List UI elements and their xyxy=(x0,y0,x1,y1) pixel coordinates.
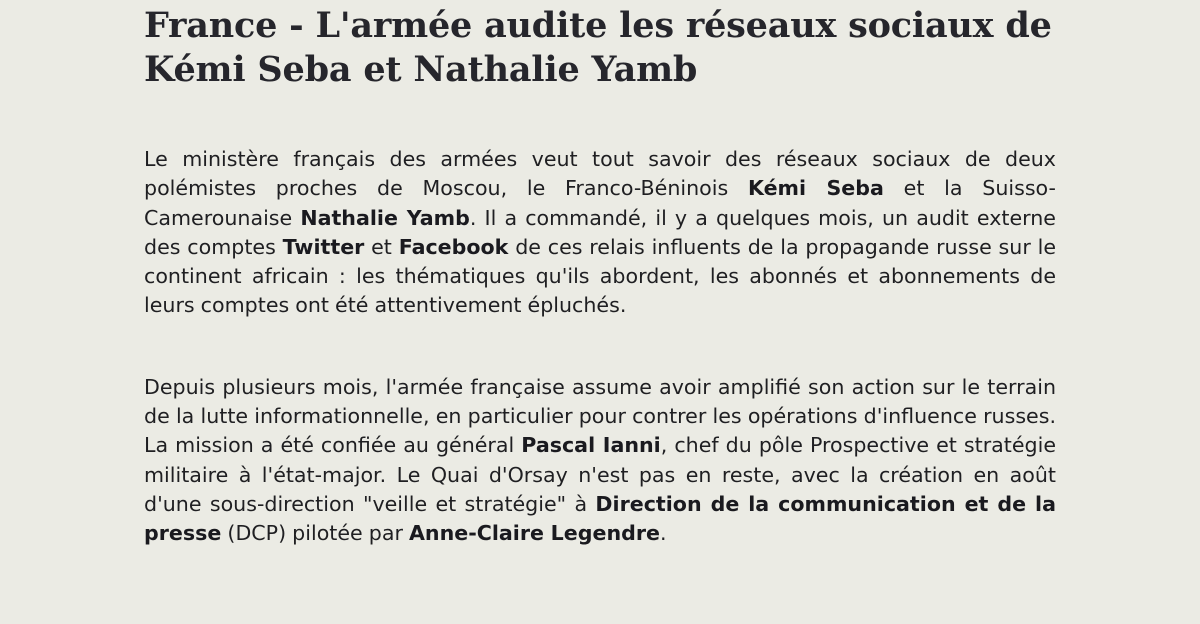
organization-name-dcp: Direction de la communication et de la presse xyxy=(144,491,1056,546)
person-name-pascal-ianni: Pascal Ianni xyxy=(521,433,661,458)
text-segment: . xyxy=(660,521,667,546)
platform-name-twitter: Twitter xyxy=(282,234,365,259)
article xyxy=(144,4,1056,549)
text-segment: , chef du pôle Prospective et stratégie militaire à l'état-major. Le Quai d'Orsay n'est pas en reste, avec la création en août d'une sous-direction "veille et stratégie" à xyxy=(144,433,1056,516)
platform-name-facebook: Facebook xyxy=(398,234,509,259)
text-segment: Le ministère français des armées veut tout savoir des réseaux sociaux de deux polémistes proches de Moscou, le Franco-Béninois xyxy=(144,147,1056,201)
person-name-kemi-seba: Kémi Seba xyxy=(747,176,884,201)
article-title: France - L'armée audite les réseaux sociaux de Kémi Seba et Nathalie Yamb xyxy=(144,5,1052,90)
text-segment: de ces relais influents de la propagande russe sur le continent africain : les thématiques qu'ils abordent, les abonnés et abonnements de leurs comptes ont été attentivement épluchés. xyxy=(144,234,1057,318)
text-segment: (DCP) pilotée par xyxy=(221,521,409,546)
person-name-anne-claire-legendre: Anne-Claire Legendre xyxy=(408,521,660,546)
text-segment: Depuis plusieurs mois, l'armée française assume avoir amplifié son action sur le terrain de la lutte informationnelle, en particulier pour contrer les opérations d'influence russes. La mission a été confiée au général xyxy=(144,374,1056,458)
text-segment: et la Suisso-Camerounaise xyxy=(144,176,1056,230)
text-segment: et xyxy=(364,234,399,259)
text-segment: . Il a commandé, il y a quelques mois, un audit externe des comptes xyxy=(144,205,1056,259)
article-paragraph-1 xyxy=(144,145,1056,321)
article-paragraph-2 xyxy=(144,373,1056,549)
person-name-nathalie-yamb: Nathalie Yamb xyxy=(300,205,470,230)
